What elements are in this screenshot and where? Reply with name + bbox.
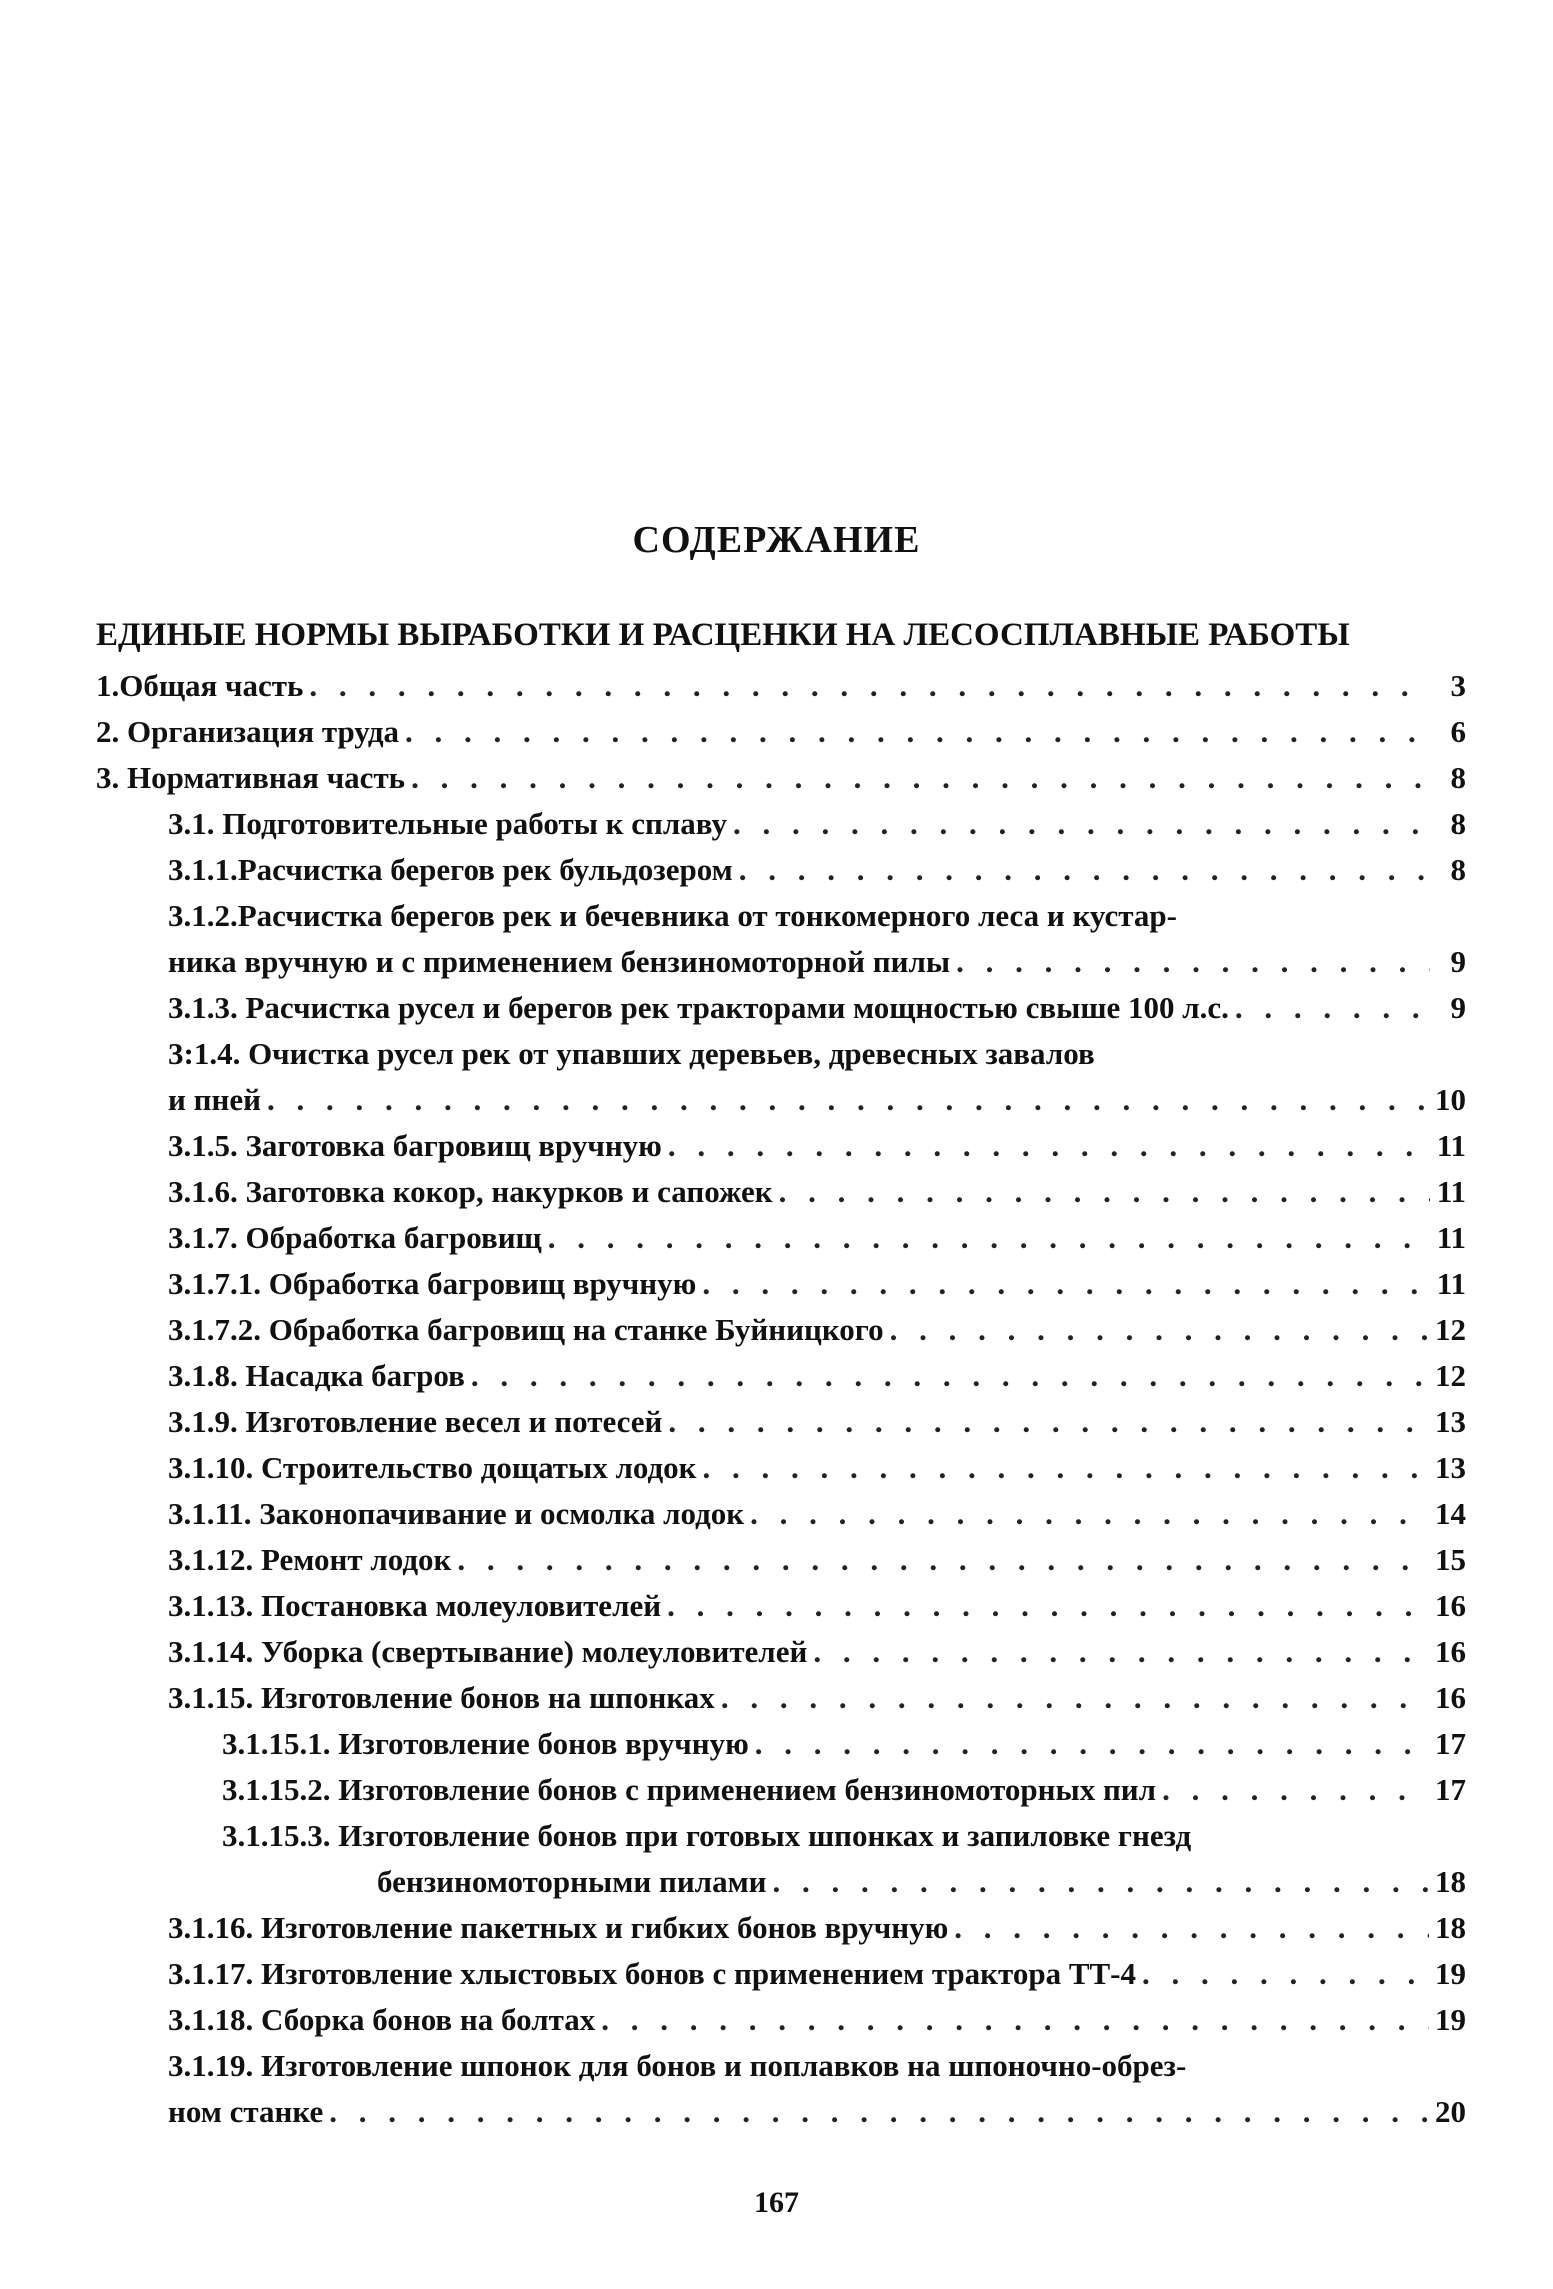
toc-entry-title: 3.1.7. Обработка багровищ	[168, 1220, 542, 1255]
toc-entry	[168, 1126, 1466, 1166]
dot-leader	[702, 1264, 1430, 1304]
toc-entry	[377, 1862, 1466, 1902]
toc-page-number: 19	[1435, 2002, 1466, 2037]
dot-leader	[471, 1356, 1429, 1396]
toc-entry-title: 3. Нормативная часть	[96, 760, 406, 795]
toc-entry	[168, 850, 1466, 890]
toc-entry	[168, 1908, 1466, 1948]
toc-entry	[168, 1080, 1466, 1120]
toc-page-number: 16	[1435, 1680, 1466, 1715]
section-heading: ЕДИНЫЕ НОРМЫ ВЫРАБОТКИ И РАСЦЕНКИ НА ЛЕСОСПЛАВНЫЕ РАБОТЫ	[96, 617, 1350, 653]
toc-page-number: 9	[1450, 944, 1466, 979]
dot-leader	[309, 666, 1430, 706]
toc-entry-title: 3.1.15.1. Изготовление бонов вручную	[222, 1726, 749, 1761]
toc-entry	[222, 1770, 1466, 1810]
dot-leader	[329, 2092, 1429, 2132]
dot-leader	[548, 1218, 1430, 1258]
toc-entry-title: 3.1. Подготовительные работы к сплаву	[168, 806, 727, 841]
toc-entry-title: 3.1.1.Расчистка берегов рек бульдозером	[168, 852, 733, 887]
toc-entry	[168, 1172, 1466, 1212]
toc-entry-title: 3.1.3. Расчистка русел и берегов рек тракторами мощностью свыше 100 л.с.	[168, 990, 1229, 1025]
toc-entry	[168, 1264, 1466, 1304]
toc-page-number: 9	[1450, 990, 1466, 1025]
dot-leader	[703, 1448, 1430, 1488]
toc-page-number: 8	[1450, 852, 1466, 887]
dot-leader	[813, 1632, 1429, 1672]
page-folio: 167	[754, 2186, 799, 2219]
dot-leader	[755, 1724, 1429, 1764]
toc-page-number: 11	[1436, 1128, 1466, 1163]
toc-entry-title: 3.1.16. Изготовление пакетных и гибких бонов вручную	[168, 1910, 949, 1945]
dot-leader	[457, 1540, 1429, 1580]
toc-entry	[168, 1310, 1466, 1350]
toc-entry	[168, 942, 1466, 982]
toc-page-number: 8	[1450, 806, 1466, 841]
toc-page-number: 13	[1435, 1404, 1466, 1439]
toc-page-number: 11	[1436, 1266, 1466, 1301]
toc-entry	[168, 1448, 1466, 1488]
toc-entry-title: 3.1.7.1. Обработка багровищ вручную	[168, 1266, 697, 1301]
dot-leader	[733, 804, 1430, 844]
toc-page-number: 15	[1435, 1542, 1466, 1577]
toc-page-number: 3	[1450, 668, 1466, 703]
toc-entry-title: 3.1.18. Сборка бонов на болтах	[168, 2002, 596, 2037]
toc-entry	[168, 1678, 1466, 1718]
dot-leader	[667, 1586, 1429, 1626]
toc-entry	[168, 1632, 1466, 1672]
toc-entry-title: 3.1.7.2. Обработка багровищ на станке Буйницкого	[168, 1312, 884, 1347]
toc-page-number: 6	[1450, 714, 1466, 749]
dot-leader	[411, 758, 1430, 798]
toc-entry-title: 1.Общая часть	[96, 668, 304, 703]
toc-page-number: 18	[1435, 1910, 1466, 1945]
toc-page-number: 17	[1435, 1726, 1466, 1761]
toc-entry	[96, 712, 1466, 752]
toc-entry-title: и пней	[168, 1082, 261, 1117]
toc-entry-title: 2. Организация труда	[96, 714, 400, 749]
toc-entry	[168, 2092, 1466, 2132]
dot-leader	[773, 1862, 1429, 1902]
toc-entry-title: 3.1.17. Изготовление хлыстовых бонов с применением трактора ТТ-4	[168, 1956, 1137, 1991]
toc-page-number: 10	[1435, 1082, 1466, 1117]
toc-page-number: 12	[1435, 1312, 1466, 1347]
dot-leader	[405, 712, 1430, 752]
toc-entry-title: 3.1.9. Изготовление весел и потесей	[168, 1404, 663, 1439]
toc-entry-title: 3.1.14. Уборка (свертывание) молеуловителей	[168, 1634, 808, 1669]
toc-entry-line1: 3.1.2.Расчистка берегов рек и бечевника от тонкомерного леса и кустар-	[168, 898, 1177, 933]
toc-entry-title: 3.1.12. Ремонт лодок	[168, 1542, 452, 1577]
toc-page-number: 20	[1435, 2094, 1466, 2129]
toc-entry-title: 3.1.10. Строительство дощатых лодок	[168, 1450, 697, 1485]
toc-page-number: 13	[1435, 1450, 1466, 1485]
toc-entry-title: бензиномоторными пилами	[377, 1864, 767, 1899]
toc-page-number: 19	[1435, 1956, 1466, 1991]
toc-entry-title: 3.1.15. Изготовление бонов на шпонках	[168, 1680, 715, 1715]
dot-leader	[721, 1678, 1429, 1718]
toc-entry	[168, 1402, 1466, 1442]
toc-entry-title: 3.1.8. Насадка багров	[168, 1358, 465, 1393]
dot-leader	[668, 1126, 1430, 1166]
page-title: СОДЕРЖАНИЕ	[632, 519, 921, 561]
toc-page-number: 16	[1435, 1634, 1466, 1669]
toc-entry-title: 3.1.5. Заготовка багровищ вручную	[168, 1128, 662, 1163]
toc-page-number: 11	[1436, 1220, 1466, 1255]
dot-leader	[890, 1310, 1429, 1350]
toc-entry-title: 3.1.15.2. Изготовление бонов с применением бензиномоторных пил	[222, 1772, 1157, 1807]
toc-entry-title: ном станке	[168, 2094, 324, 2129]
dot-leader	[954, 1908, 1429, 1948]
toc-page-number: 14	[1435, 1496, 1466, 1531]
dot-leader	[779, 1172, 1430, 1212]
toc-entry	[168, 804, 1466, 844]
toc-entry-line1: 3.1.15.3. Изготовление бонов при готовых шпонках и запиловке гнезд	[222, 1818, 1192, 1853]
toc-entry	[168, 1218, 1466, 1258]
dot-leader	[750, 1494, 1429, 1534]
toc-page-number: 11	[1436, 1174, 1466, 1209]
dot-leader	[956, 942, 1430, 982]
toc-entry	[168, 1954, 1466, 1994]
toc-entry	[168, 1586, 1466, 1626]
toc-page-number: 16	[1435, 1588, 1466, 1623]
toc-page-number: 8	[1450, 760, 1466, 795]
toc-entry-line1: 3:1.4. Очистка русел рек от упавших деревьев, древесных завалов	[168, 1036, 1095, 1071]
toc-entry	[96, 666, 1466, 706]
dot-leader	[601, 2000, 1429, 2040]
toc-entry-title: 3.1.13. Постановка молеуловителей	[168, 1588, 662, 1623]
toc-entry	[168, 1540, 1466, 1580]
toc-entry	[168, 988, 1466, 1028]
toc-entry	[168, 2000, 1466, 2040]
dot-leader	[1142, 1954, 1429, 1994]
toc-entry	[168, 1494, 1466, 1534]
toc-entry	[222, 1724, 1466, 1764]
toc-entry-line1: 3.1.19. Изготовление шпонок для бонов и поплавков на шпоночно-обрез-	[168, 2048, 1187, 2083]
dot-leader	[267, 1080, 1429, 1120]
toc-entry	[168, 1356, 1466, 1396]
toc-entry-title: 3.1.11. Законопачивание и осмолка лодок	[168, 1496, 745, 1531]
toc-page-number: 18	[1435, 1864, 1466, 1899]
toc-page-number: 17	[1435, 1772, 1466, 1807]
dot-leader	[1162, 1770, 1429, 1810]
dot-leader	[739, 850, 1430, 890]
toc-page-number: 12	[1435, 1358, 1466, 1393]
dot-leader	[1235, 988, 1430, 1028]
toc-entry-title: 3.1.6. Заготовка кокор, накурков и сапожек	[168, 1174, 773, 1209]
toc-entry-title: ника вручную и с применением бензиномоторной пилы	[168, 944, 951, 979]
dot-leader	[668, 1402, 1429, 1442]
toc-entry	[96, 758, 1466, 798]
